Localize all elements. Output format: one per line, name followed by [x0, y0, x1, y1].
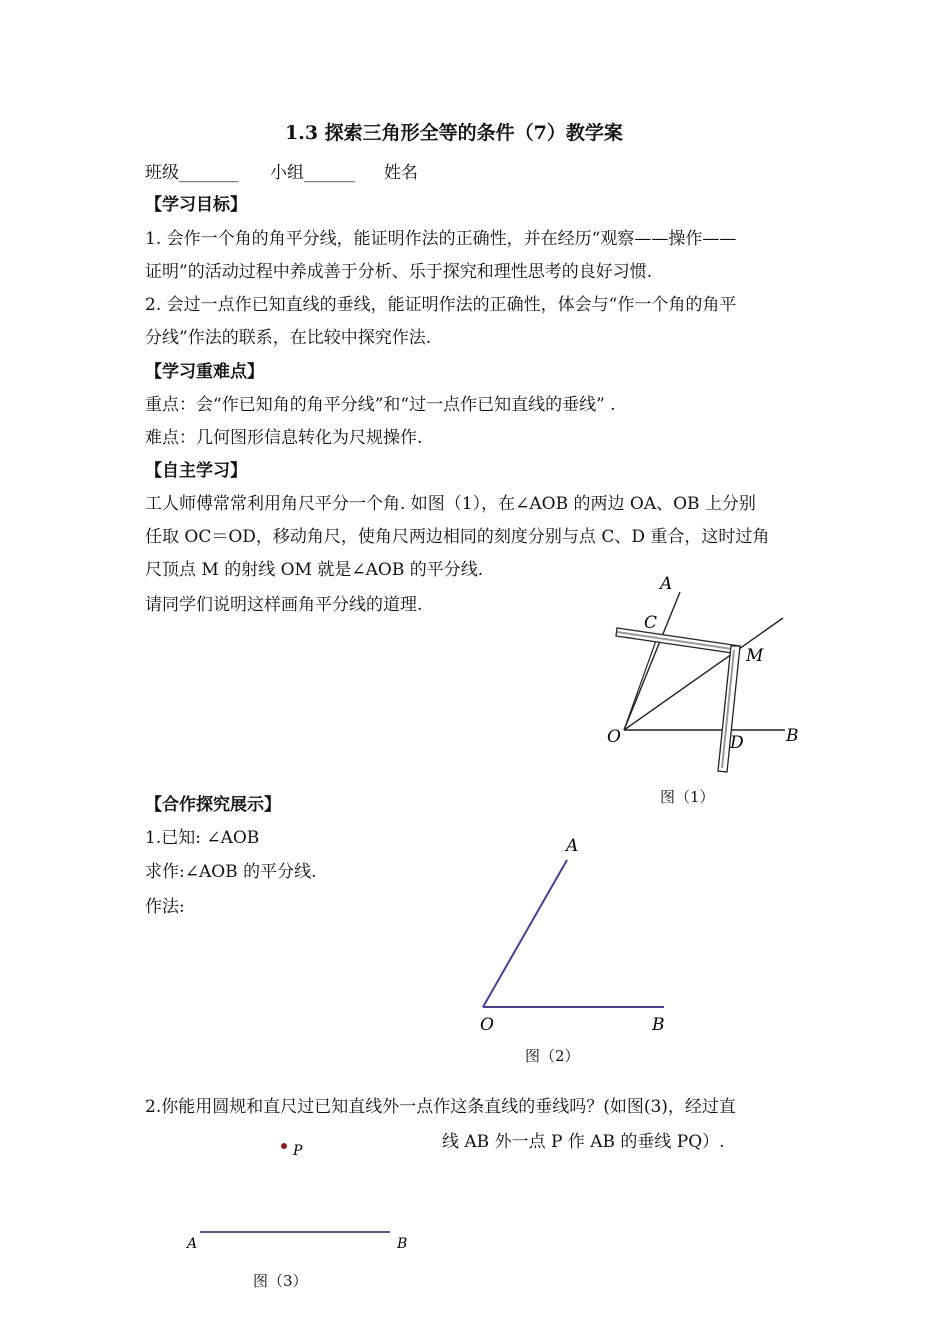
q1-method: 作法: — [145, 897, 185, 917]
fig3-label-p: P — [293, 1143, 303, 1159]
self-study-heading: 【自主学习】 — [145, 461, 247, 481]
key-point-difficulty: 难点：几何图形信息转化为尺规操作. — [145, 428, 423, 448]
fig2-label-a: A — [566, 836, 579, 856]
fig1-label-m: M — [746, 646, 764, 666]
self-study-line-1: 工人师傅常常利用角尺平分一个角. 如图（1），在∠AOB 的两边 OA、OB 上分别 — [145, 494, 756, 514]
self-study-line-2: 任取 OC＝OD，移动角尺，使角尺两边相同的刻度分别与点 C、D 重合，这时过角 — [145, 527, 770, 547]
fig1-label-b: B — [786, 726, 799, 746]
objective-line-2: 证明”的活动过程中养成善于分析、乐于探究和理性思考的良好习惯. — [145, 262, 653, 282]
class-blank: _______ — [179, 163, 239, 183]
figure-1-caption: 图（1） — [660, 788, 715, 806]
objective-line-3: 2. 会过一点作已知直线的垂线，能证明作法的正确性，体会与“作一个角的角平 — [145, 295, 737, 315]
page-title: 1.3 探索三角形全等的条件（7）教学案 — [285, 122, 623, 144]
name-label: 姓名 — [384, 163, 418, 183]
key-point-focus: 重点：会“作已知角的角平分线”和“过一点作已知直线的垂线” . — [145, 395, 616, 415]
q1-construct: 求作:∠AOB 的平分线. — [145, 862, 317, 882]
fig2-label-o: O — [480, 1015, 494, 1035]
fig2-label-b: B — [652, 1015, 665, 1035]
group-label: 小组 — [270, 163, 304, 183]
objective-line-4: 分线”作法的联系，在比较中探究作法. — [145, 328, 432, 348]
figure-3-caption: 图（3） — [253, 1272, 308, 1290]
q2-line-2: 线 AB 外一点 P 作 AB 的垂线 PQ）. — [442, 1132, 725, 1152]
q1-given: 1.已知: ∠AOB — [145, 828, 260, 848]
figure-2-caption: 图（2） — [525, 1047, 580, 1065]
self-study-line-3: 尺顶点 M 的射线 OM 就是∠AOB 的平分线. — [145, 560, 484, 580]
fig1-label-d: D — [730, 733, 744, 753]
class-label: 班级 — [145, 163, 179, 183]
q2-line-1: 2.你能用圆规和直尺过已知直线外一点作这条直线的垂线吗？(如图(3)，经过直 — [145, 1097, 736, 1117]
objectives-heading: 【学习目标】 — [145, 195, 247, 215]
key-points-heading: 【学习重难点】 — [145, 362, 264, 382]
self-study-line-4: 请同学们说明这样画角平分线的道理. — [145, 595, 423, 615]
fig1-label-c: C — [644, 613, 658, 633]
point-p — [281, 1143, 287, 1149]
objective-line-1: 1. 会作一个角的角平分线，能证明作法的正确性，并在经历“观察——操作—— — [145, 229, 737, 249]
fig3-label-a: A — [187, 1236, 198, 1252]
cooperation-heading: 【合作探究展示】 — [145, 795, 281, 815]
fig3-label-b: B — [397, 1236, 408, 1252]
group-blank: ______ — [304, 163, 355, 183]
fig1-label-o: O — [607, 727, 621, 747]
fig1-label-a: A — [660, 574, 673, 594]
